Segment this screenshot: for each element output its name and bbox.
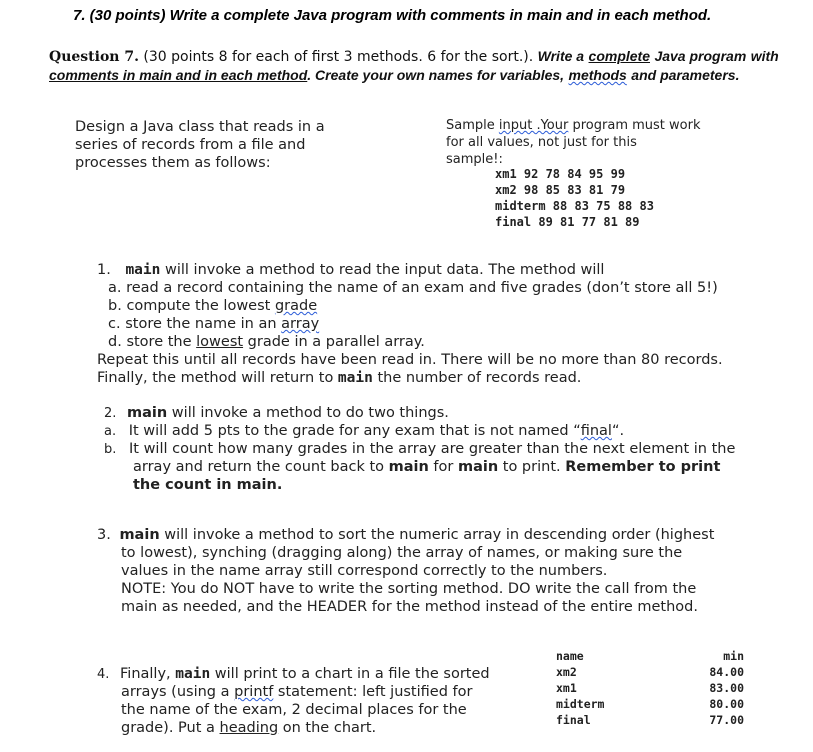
item-3-line-1 [97, 526, 714, 544]
item-1-a-text: read a record containing the name of an exam and five grades (don’t store all 5!) [126, 280, 718, 296]
item-4-line-2-text: arrays (using a [121, 684, 230, 700]
question-comments-phrase: comments in main and in each method [49, 67, 308, 83]
item-4-line-4-text: grade). Put a [121, 720, 215, 736]
item-3-line-5: main as needed, and the HEADER for the method instead of the entire method. [121, 599, 698, 615]
sample-line-1 [446, 117, 701, 134]
main-keyword: main [119, 527, 160, 543]
item-4-line-2 [97, 683, 490, 701]
chart-name: xm1 [556, 681, 577, 695]
sample-line-2: for all values, not just for this [446, 135, 637, 150]
question-parameters: and parameters. [631, 67, 740, 83]
design-line: processes them as follows: [75, 155, 271, 171]
question-java-program: Java program [654, 48, 747, 64]
item-1-a [97, 279, 723, 297]
sample-record: midterm 88 83 75 88 83 [495, 199, 654, 213]
sample-line-3: sample!: [446, 152, 503, 167]
item-2-b-remember: Remember to print [565, 459, 721, 475]
item-3 [97, 526, 714, 616]
sample-record: xm1 92 78 84 95 99 [495, 167, 626, 181]
item-1-d-text: store the [126, 334, 192, 350]
item-4-heading: heading [219, 720, 279, 736]
chart-name: xm2 [556, 665, 577, 679]
question-header [49, 47, 789, 85]
item-1-c-array: array [281, 316, 320, 332]
sub-label: d. [108, 334, 122, 350]
sub-label: b. [108, 298, 122, 314]
item-1-b-grade: grade [274, 298, 318, 314]
item-number: 4. [97, 667, 110, 682]
sample-input-text: input .Your [498, 118, 569, 133]
chart-names-column [556, 648, 604, 728]
chart-name-header: name [556, 649, 584, 663]
item-2-b-line3 [104, 476, 735, 494]
item-3-line-2: to lowest), synching (dragging along) the array of names, or making sure the [121, 545, 683, 561]
item-2-b-text: array and return the count back to [133, 459, 385, 475]
sub-label: a. [108, 280, 122, 296]
item-2-a-final: final [580, 423, 612, 439]
item-1-d-post: grade in a parallel array. [247, 334, 425, 350]
item-2-b-for: for [433, 459, 454, 475]
item-1-b [97, 297, 723, 315]
question-label: Question 7. [49, 49, 139, 65]
design-text [75, 118, 325, 172]
item-3-text: will invoke a method to sort the numeric array in descending order (highest [159, 527, 715, 543]
main-keyword: main [457, 459, 499, 475]
sample-records [495, 166, 654, 230]
item-1-c [97, 315, 723, 333]
main-keyword: main [127, 405, 168, 421]
item-2-intro-text: will invoke a method to do two things. [167, 405, 449, 421]
chart-min-header: min [723, 649, 744, 663]
sub-label: b. [104, 442, 117, 457]
question-with: with [750, 48, 779, 64]
sub-label: a. [104, 424, 117, 439]
item-2-b-to-print: to print. [502, 459, 561, 475]
question-points: (30 points 8 for each of first 3 methods. 6 for the sort.). [143, 49, 534, 65]
item-2-a [104, 422, 735, 440]
item-2-b-line: It will count how many grades in the array are greater than the next element in the [129, 441, 736, 457]
design-line: series of records from a file and [75, 137, 306, 153]
design-line: Design a Java class that reads in a [75, 119, 325, 135]
page-title [73, 7, 711, 24]
item-number: 3. [97, 527, 111, 543]
item-1-c-text: store the name in an [125, 316, 277, 332]
question-complete: complete [588, 48, 650, 64]
sample-prefix: Sample [446, 118, 495, 133]
item-2-intro [104, 404, 735, 422]
item-1-intro [97, 261, 723, 279]
sample-note [446, 117, 701, 168]
item-2-b-count: the count in main. [133, 477, 283, 493]
item-1-finally-post: the number of records read. [377, 370, 582, 386]
sample-record: xm2 98 85 83 81 79 [495, 183, 626, 197]
item-1-d-lowest: lowest [196, 334, 244, 350]
chart-min-value: 83.00 [709, 681, 744, 695]
sub-label: c. [108, 316, 121, 332]
question-methods: methods [568, 67, 627, 83]
question-create: . Create your own names for variables, [307, 67, 565, 83]
item-1-b-text: compute the lowest [126, 298, 271, 314]
item-4-line-3: the name of the exam, 2 decimal places for the [121, 702, 467, 718]
chart-name: final [556, 713, 591, 727]
item-2-a-text: It will add 5 pts to the grade for any exam that is not named “ [128, 423, 581, 439]
item-1-repeat: Repeat this until all records have been read in. There will be no more than 80 records. [97, 352, 723, 368]
item-4-line-2-post: statement: left justified for [277, 684, 473, 700]
item-2-a-post: “. [611, 423, 625, 439]
item-1-d [97, 333, 723, 351]
question-write: Write a [537, 48, 585, 64]
chart-min-column [700, 648, 744, 728]
item-2-b-line2 [104, 458, 735, 476]
item-number: 2. [104, 406, 117, 421]
sample-record: final 89 81 77 81 89 [495, 215, 640, 229]
chart-min-value: 80.00 [709, 697, 744, 711]
item-1-finally [97, 369, 723, 387]
title-text: 7. (30 points) Write a complete Java program with comments in main and in each method. [73, 7, 712, 24]
sample-suffix: program must work [572, 118, 701, 133]
item-1-finally-text: Finally, the method will return to [97, 370, 334, 386]
chart-name: midterm [556, 697, 605, 711]
item-3-line-3: values in the name array still correspond correctly to the numbers. [121, 563, 608, 579]
main-keyword: main [125, 262, 161, 278]
item-4-line-1 [97, 665, 490, 683]
main-keyword: main [175, 666, 211, 682]
item-1-intro-text: will invoke a method to read the input data. The method will [160, 262, 605, 278]
main-keyword: main [388, 459, 429, 475]
chart-min-value: 84.00 [709, 665, 744, 679]
item-4-line-4 [97, 719, 490, 737]
main-keyword: main [337, 370, 373, 386]
item-4-text: Finally, [120, 666, 171, 682]
item-4-line-4-post: on the chart. [282, 720, 377, 736]
item-4 [97, 665, 490, 737]
chart-min-value: 77.00 [709, 713, 744, 727]
item-2 [104, 404, 735, 494]
item-4-printf: printf [234, 684, 274, 700]
item-4-text-post: will print to a chart in a file the sorted [214, 666, 490, 682]
item-1 [97, 261, 723, 387]
item-number: 1. [97, 262, 111, 278]
item-3-line-4: NOTE: You do NOT have to write the sorting method. DO write the call from the [121, 581, 697, 597]
item-2-b [104, 440, 735, 458]
